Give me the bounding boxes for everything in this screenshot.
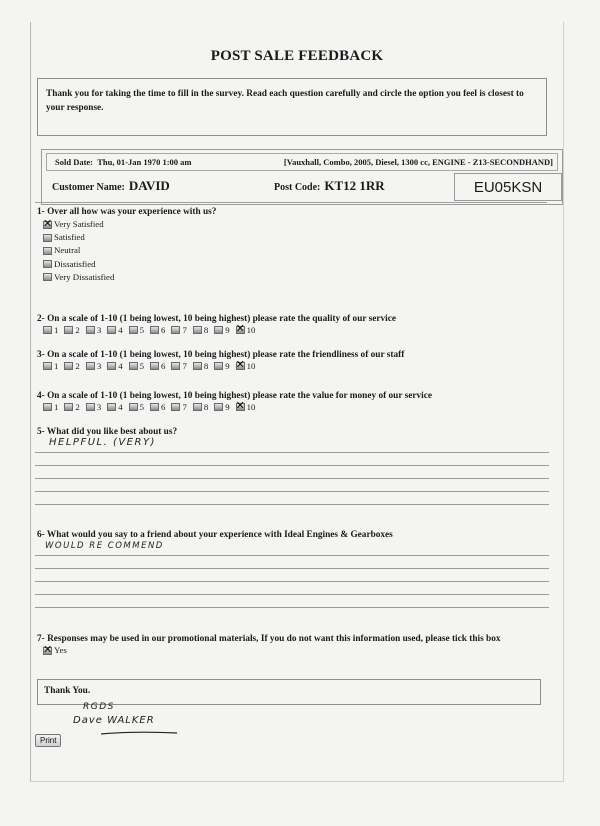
q4-option[interactable]: 4: [107, 402, 122, 412]
checkbox[interactable]: [129, 403, 138, 411]
q1-option[interactable]: Satisfied: [43, 231, 114, 244]
checkbox[interactable]: [214, 326, 223, 334]
checkbox-checked[interactable]: [43, 647, 52, 655]
checkbox[interactable]: [107, 403, 116, 411]
checkbox[interactable]: [86, 362, 95, 370]
checkbox[interactable]: [86, 326, 95, 334]
checkbox[interactable]: [43, 234, 52, 242]
q2-option[interactable]: 5: [129, 325, 144, 335]
q3-option[interactable]: 9: [214, 361, 229, 371]
sold-date: Sold Date: Thu, 01-Jan 1970 1:00 am: [55, 157, 192, 167]
q3-option[interactable]: 5: [129, 361, 144, 371]
q4-option[interactable]: 2: [64, 402, 79, 412]
question-5: 5- What did you like best about us?: [37, 427, 178, 437]
q2-option[interactable]: 3: [86, 325, 101, 335]
checkbox[interactable]: [43, 326, 52, 334]
checkbox[interactable]: [64, 362, 73, 370]
q2-option[interactable]: 6: [150, 325, 165, 335]
thank-you-box: Thank You.: [37, 679, 541, 705]
q3-scale: [43, 361, 261, 371]
checkbox[interactable]: [107, 362, 116, 370]
vehicle-details: [Vauxhall, Combo, 2005, Diesel, 1300 cc, ENGINE - Z13-SECONDHAND]: [283, 157, 553, 167]
registration-box: EU05KSN: [454, 173, 562, 201]
q4-option[interactable]: 8: [193, 402, 208, 412]
q3-option[interactable]: ✕ 10: [236, 361, 256, 371]
customer-name: Customer Name: DAVID: [52, 178, 170, 193]
q4-option[interactable]: 6: [150, 402, 165, 412]
signature: RGDS Dave WALKER: [73, 702, 183, 740]
q5-answer: HELPFUL. (VERY): [49, 437, 156, 448]
checkbox[interactable]: [150, 403, 159, 411]
checkbox[interactable]: [214, 403, 223, 411]
feedback-form: [30, 22, 564, 782]
q2-option[interactable]: 8: [193, 325, 208, 335]
checkbox[interactable]: [43, 273, 52, 281]
checkbox[interactable]: [150, 362, 159, 370]
q4-option[interactable]: 7: [171, 402, 186, 412]
sale-info-row: [46, 153, 558, 171]
checkbox[interactable]: [64, 326, 73, 334]
q3-option[interactable]: 6: [150, 361, 165, 371]
q3-option[interactable]: 4: [107, 361, 122, 371]
q2-option[interactable]: 9: [214, 325, 229, 335]
q5-answer-lines: [35, 452, 549, 517]
q2-option[interactable]: ✕ 10: [236, 325, 256, 335]
q1-option[interactable]: ✕ Very Satisfied: [43, 218, 114, 231]
question-6: 6- What would you say to a friend about your experience with Ideal Engines & Gearboxes: [37, 530, 393, 540]
q2-scale: [43, 325, 261, 335]
q1-option[interactable]: Dissatisfied: [43, 258, 114, 271]
checkbox[interactable]: [150, 326, 159, 334]
checkbox[interactable]: [107, 326, 116, 334]
q4-option[interactable]: 1: [43, 402, 58, 412]
q3-option[interactable]: 7: [171, 361, 186, 371]
q2-option[interactable]: 1: [43, 325, 58, 335]
intro-box: Thank you for taking the time to fill in the survey. Read each question carefully and circle the option you feel is closest to your response.: [37, 78, 547, 136]
checkbox[interactable]: [193, 326, 202, 334]
q7-option[interactable]: ✕ Yes: [43, 644, 67, 657]
q3-option[interactable]: 3: [86, 361, 101, 371]
q4-scale: [43, 402, 261, 412]
checkbox[interactable]: [171, 403, 180, 411]
q4-option[interactable]: ✕ 10: [236, 402, 256, 412]
q6-answer-lines: [35, 555, 549, 620]
checkbox-checked[interactable]: [43, 221, 52, 229]
print-button[interactable]: Print: [35, 734, 61, 747]
q4-option[interactable]: 3: [86, 402, 101, 412]
q3-option[interactable]: 8: [193, 361, 208, 371]
q1-option[interactable]: Neutral: [43, 244, 114, 257]
divider: [35, 202, 547, 203]
question-2: 2- On a scale of 1-10 (1 being lowest, 10 being highest) please rate the quality of our service: [37, 314, 397, 324]
checkbox[interactable]: [214, 362, 223, 370]
q1-options: [43, 218, 114, 284]
checkbox[interactable]: [171, 326, 180, 334]
q2-option[interactable]: 7: [171, 325, 186, 335]
q4-option[interactable]: 5: [129, 402, 144, 412]
checkbox-checked[interactable]: [236, 326, 245, 334]
post-code: Post Code: KT12 1RR: [274, 178, 385, 193]
q1-option[interactable]: Very Dissatisfied: [43, 271, 114, 284]
q3-option[interactable]: 2: [64, 361, 79, 371]
checkbox[interactable]: [193, 362, 202, 370]
q3-option[interactable]: 1: [43, 361, 58, 371]
checkbox[interactable]: [43, 247, 52, 255]
checkbox[interactable]: [129, 326, 138, 334]
checkbox[interactable]: [171, 362, 180, 370]
q4-option[interactable]: 9: [214, 402, 229, 412]
checkbox[interactable]: [129, 362, 138, 370]
question-1: 1- Over all how was your experience with us?: [37, 207, 217, 217]
q7-options: [43, 644, 67, 657]
question-4: 4- On a scale of 1-10 (1 being lowest, 10 being highest) please rate the value for money of our service: [37, 391, 432, 401]
sale-info-box: [41, 149, 563, 205]
checkbox[interactable]: [43, 403, 52, 411]
page-title: POST SALE FEEDBACK: [210, 48, 384, 64]
question-3: 3- On a scale of 1-10 (1 being lowest, 10 being highest) please rate the friendliness of our staff: [37, 350, 405, 360]
checkbox[interactable]: [86, 403, 95, 411]
checkbox-checked[interactable]: [236, 403, 245, 411]
checkbox[interactable]: [64, 403, 73, 411]
checkbox[interactable]: [43, 362, 52, 370]
signature-underline: [73, 702, 183, 740]
question-7: 7- Responses may be used in our promotional materials, If you do not want this information used, please tick this box: [37, 634, 501, 644]
checkbox[interactable]: [193, 403, 202, 411]
q2-option[interactable]: 2: [64, 325, 79, 335]
checkbox[interactable]: [43, 260, 52, 268]
q2-option[interactable]: 4: [107, 325, 122, 335]
q6-answer: WOULD RE COMMEND: [45, 541, 164, 551]
checkbox-checked[interactable]: [236, 362, 245, 370]
